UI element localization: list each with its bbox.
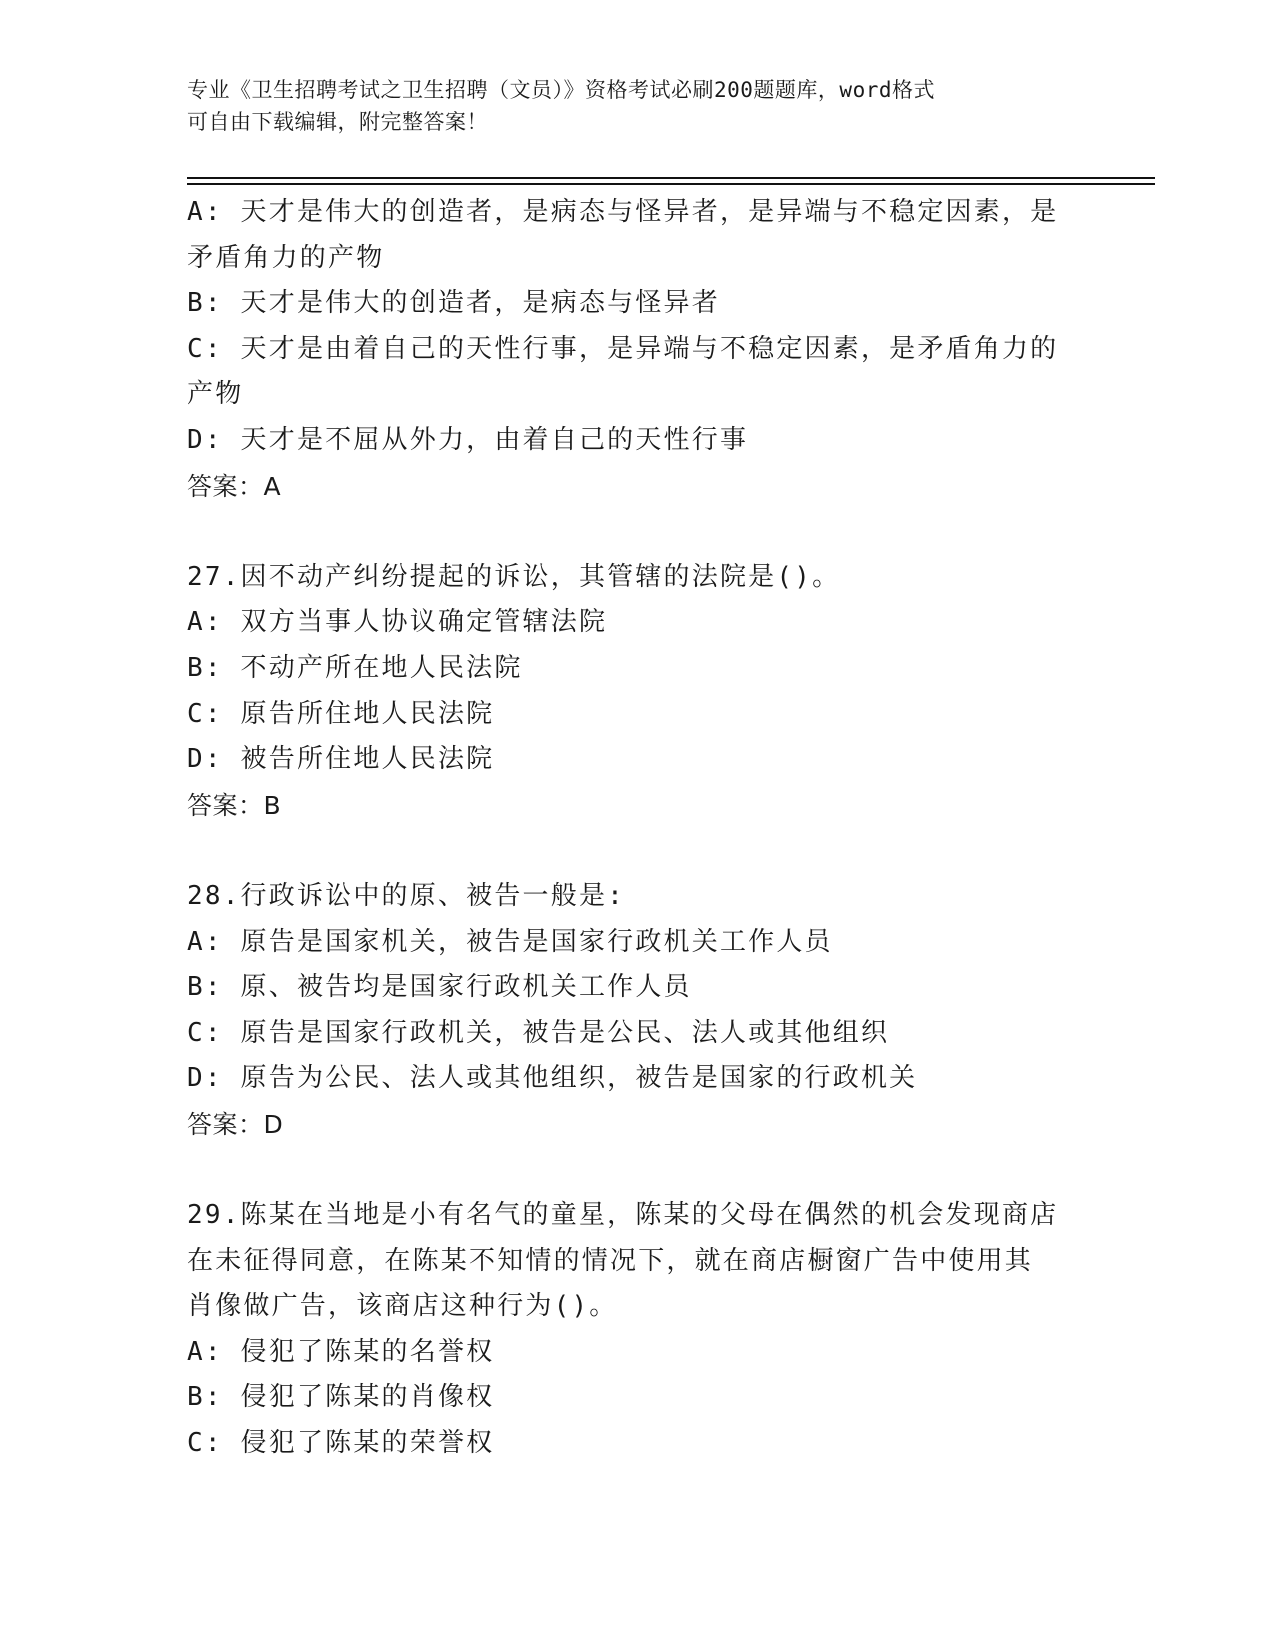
option-c: C: 原告所住地人民法院 [187, 698, 495, 729]
option-a: A: 侵犯了陈某的名誉权 [187, 1336, 495, 1367]
header-line-2: 可自由下载编辑，附完整答案！ [187, 110, 488, 134]
question-stem-line-2: 在未征得同意，在陈某不知情的情况下，就在商店橱窗广告中使用其 [187, 1245, 1034, 1276]
spacer [187, 1147, 1087, 1193]
option-c-line-1: C: 天才是由着自己的天性行事，是异端与不稳定因素，是矛盾角力的 [187, 333, 1059, 364]
question-27 [187, 555, 1087, 829]
spacer [187, 509, 1087, 555]
page-header [187, 74, 1067, 138]
option-a: A: 原告是国家机关，被告是国家行政机关工作人员 [187, 926, 833, 957]
question-list [187, 190, 1087, 1467]
option-d: D: 原告为公民、法人或其他组织，被告是国家的行政机关 [187, 1063, 918, 1094]
question-29 [187, 1193, 1087, 1467]
question-stem: 27.因不动产纠纷提起的诉讼，其管辖的法院是()。 [187, 561, 841, 592]
spacer [187, 828, 1087, 874]
question-stem: 28.行政诉讼中的原、被告一般是: [187, 880, 626, 911]
option-a: A: 双方当事人协议确定管辖法院 [187, 607, 608, 638]
option-a-line-1: A: 天才是伟大的创造者，是病态与怪异者，是异端与不稳定因素，是 [187, 197, 1059, 227]
option-c-line-2: 产物 [187, 379, 244, 410]
option-c: C: 原告是国家行政机关，被告是公民、法人或其他组织 [187, 1017, 890, 1048]
header-rule-bottom [187, 183, 1155, 185]
header-rule-top [187, 177, 1155, 179]
header-line-1: 专业《卫生招聘考试之卫生招聘（文员）》资格考试必刷200题题库，word格式 [187, 78, 935, 102]
answer: 答案：B [187, 790, 282, 820]
question-stem-line-3: 肖像做广告，该商店这种行为()。 [187, 1291, 618, 1322]
option-c: C: 侵犯了陈某的荣誉权 [187, 1428, 495, 1459]
answer: 答案：D [187, 1109, 284, 1139]
question-28 [187, 874, 1087, 1148]
option-b: B: 原、被告均是国家行政机关工作人员 [187, 972, 692, 1003]
option-d: D: 被告所住地人民法院 [187, 744, 495, 775]
option-b: B: 不动产所在地人民法院 [187, 652, 523, 683]
answer: 答案：A [187, 471, 282, 501]
question-26 [187, 190, 1087, 509]
question-stem-line-1: 29.陈某在当地是小有名气的童星，陈某的父母在偶然的机会发现商店 [187, 1200, 1059, 1231]
option-a-line-2: 矛盾角力的产物 [187, 242, 385, 273]
option-d: D: 天才是不屈从外力，由着自己的天性行事 [187, 424, 749, 455]
option-b: B: 侵犯了陈某的肖像权 [187, 1382, 495, 1413]
option-b: B: 天才是伟大的创造者，是病态与怪异者 [187, 288, 720, 319]
